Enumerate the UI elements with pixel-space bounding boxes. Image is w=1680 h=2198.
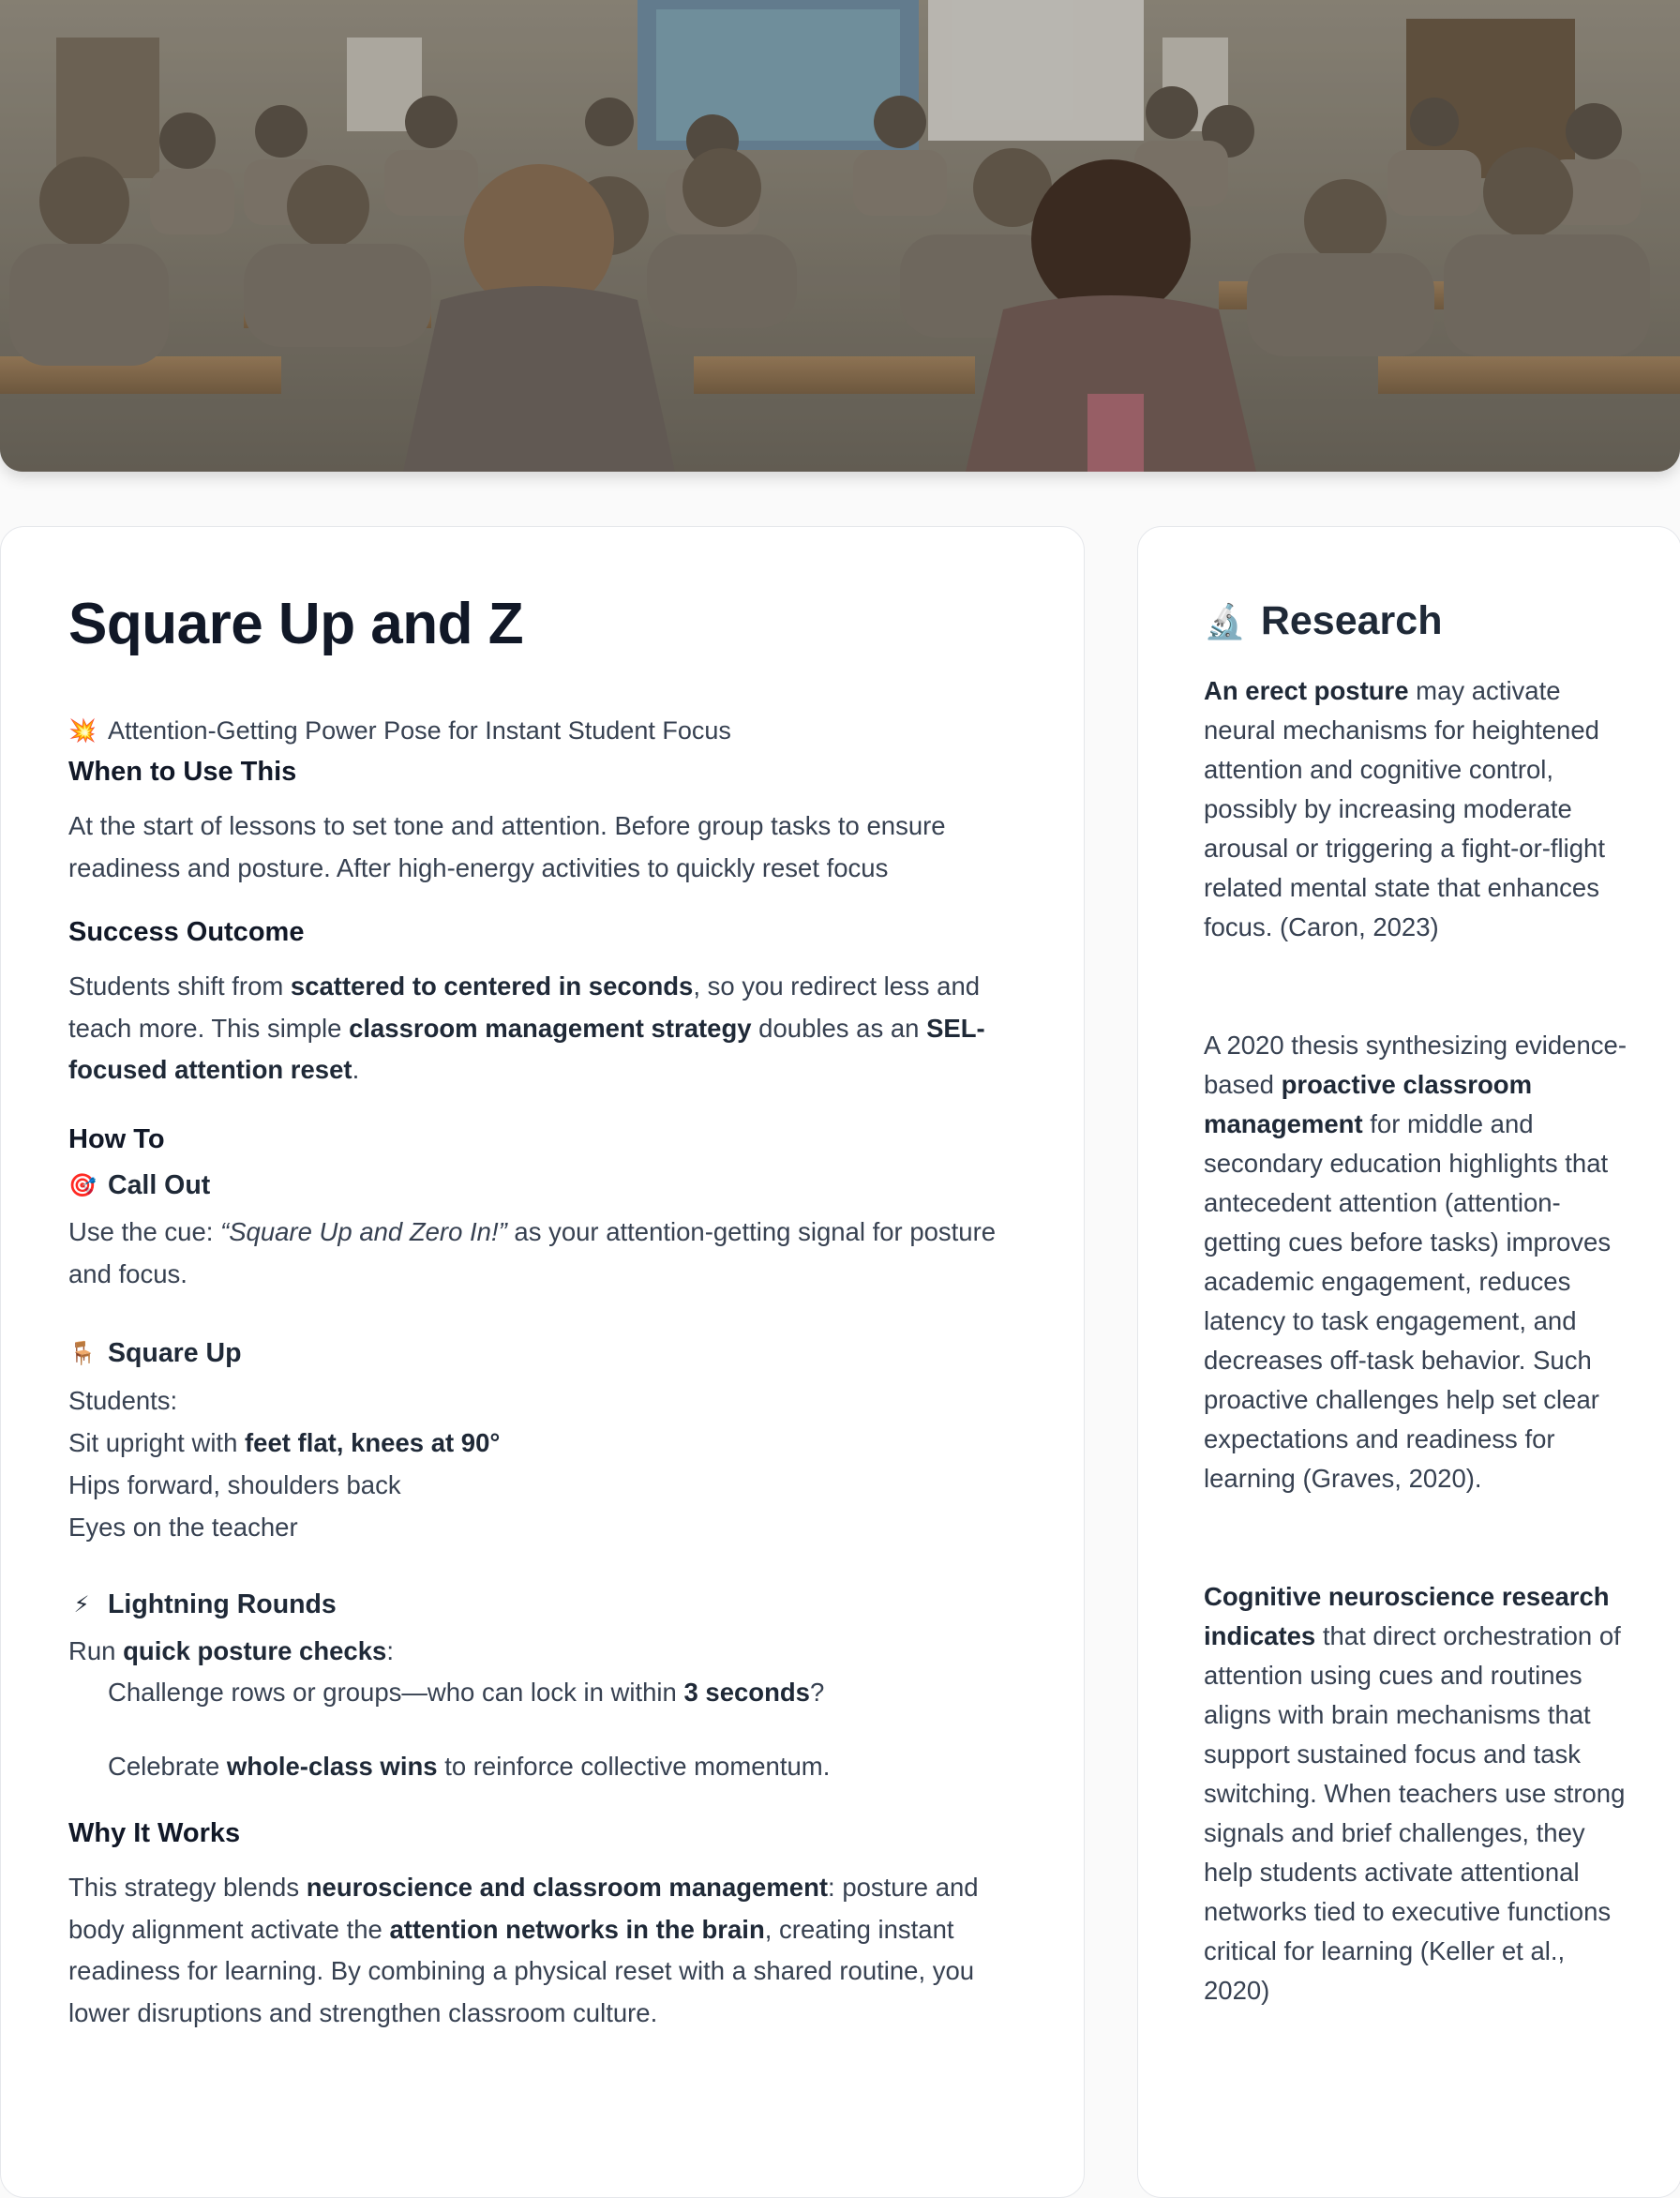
- success-text: Students shift from scattered to centered in seconds, so you redirect less and teach more. This simple classroom management strategy doubles as an SEL-focused attention reset.: [68, 971, 985, 1084]
- square-up-intro: Students:: [68, 1386, 178, 1415]
- step-call-out: [68, 1170, 210, 1201]
- classroom-photo: [0, 0, 1680, 472]
- when-heading: When to Use This: [68, 757, 297, 787]
- target-icon: 🎯: [68, 1173, 97, 1198]
- research-paragraph: An erect posture may activate neural mechanisms for heightened attention and cognitive control, possibly by increasing moderate arousal or triggering a fight-or-flight related mental state that enhances focus. (Caron, 2023): [1204, 676, 1605, 941]
- strategy-card: [0, 526, 1085, 2198]
- research-title-text: Research: [1260, 598, 1443, 643]
- step-label: Square Up: [108, 1338, 242, 1368]
- step-label: Call Out: [108, 1170, 211, 1200]
- when-text: At the start of lessons to set tone and attention. Before group tasks to ensure readiness and posture. After high-energy activities to quickly reset focus: [68, 811, 946, 882]
- research-paragraph: Cognitive neuroscience research indicates that direct orchestration of attention using cues and routines aligns with brain mechanisms that support sustained focus and task switching. When teachers use strong signals and brief challenges, they help students activate attentional networks tied to executive functions critical for learning (Keller et al., 2020): [1204, 1582, 1626, 2005]
- lightning-icon: ⚡: [73, 1592, 90, 1618]
- research-card: [1137, 526, 1680, 2198]
- subtitle-text: Attention-Getting Power Pose for Instant Student Focus: [108, 716, 731, 745]
- hero-image: [0, 0, 1680, 472]
- square-up-line: Eyes on the teacher: [68, 1513, 298, 1542]
- call-out-text: Use the cue: “Square Up and Zero In!” as your attention-getting signal for posture and focus.: [68, 1217, 997, 1288]
- square-up-line: Sit upright with feet flat, knees at 90°: [68, 1428, 501, 1457]
- subtitle: [68, 716, 731, 745]
- success-heading: Success Outcome: [68, 917, 305, 947]
- microscope-icon: 🔬: [1204, 601, 1246, 640]
- howto-heading: How To: [68, 1124, 165, 1154]
- lightning-item: Celebrate whole-class wins to reinforce collective momentum.: [108, 1752, 831, 1781]
- lightning-intro: Run quick posture checks:: [68, 1636, 394, 1665]
- step-square-up: [68, 1338, 242, 1369]
- collision-icon: 💥: [68, 718, 97, 744]
- square-up-line: Hips forward, shoulders back: [68, 1470, 401, 1499]
- chair-icon: 🪑: [68, 1341, 97, 1366]
- research-title: [1204, 598, 1442, 644]
- page-title: Square Up and Z: [68, 592, 524, 656]
- step-label: Lightning Rounds: [108, 1589, 337, 1619]
- step-lightning-rounds: [68, 1589, 337, 1620]
- research-paragraph: A 2020 thesis synthesizing evidence-based proactive classroom management for middle and secondary education highlights that antecedent attention (attention-getting cues before tasks) improves academic engagement, reduces latency to task engagement, and decreases off-task behavior. Such proactive challenges help set clear expectations and readiness for learning (Graves, 2020).: [1204, 1031, 1627, 1493]
- why-text: This strategy blends neuroscience and classroom management: posture and body alignment activate the attention networks in the brain, creating instant readiness for learning. By combining a physical reset with a shared routine, you lower disruptions and strengthen classroom culture.: [68, 1873, 979, 2027]
- why-heading: Why It Works: [68, 1818, 241, 1848]
- lightning-item: Challenge rows or groups—who can lock in within 3 seconds?: [108, 1678, 825, 1707]
